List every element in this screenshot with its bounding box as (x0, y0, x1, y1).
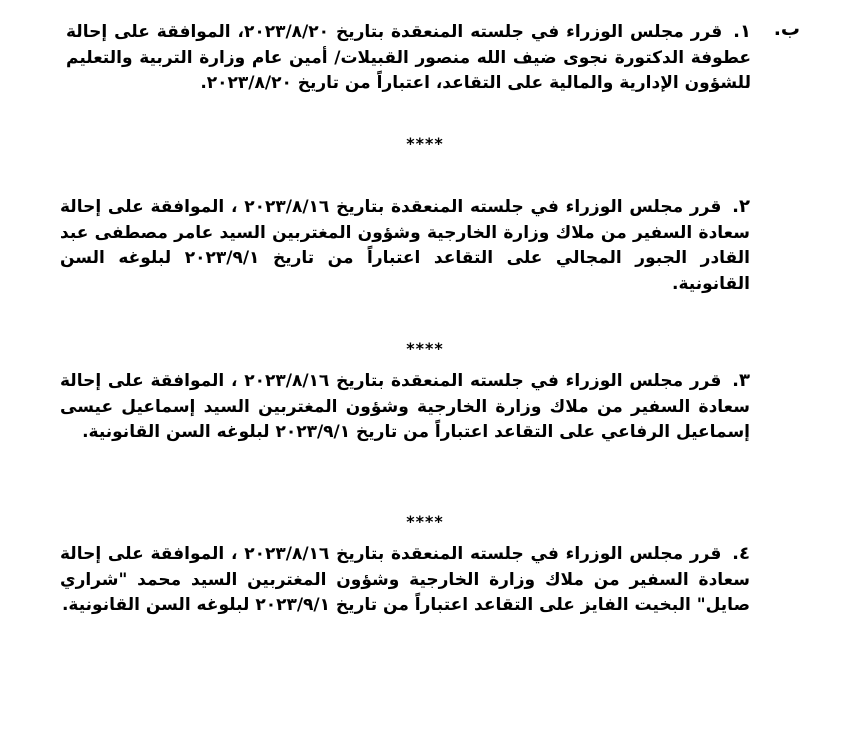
decision-item-3 (60, 368, 750, 446)
section-letter: ب. (773, 18, 800, 40)
decision-item-2 (60, 194, 750, 297)
item-number: ١. (733, 21, 752, 42)
item-text: قرر مجلس الوزراء في جلسته المنعقدة بتاريخ ٢٠٢٣/٨/١٦ ، الموافقة على إحالة سعادة السفير من ملاك وزارة الخارجية وشؤون المغتربين السيد عامر مصطفى عبد القادر الجبور المجالي على التقاعد اعتباراً من تاريخ ٢٠٢٣/٩/١ لبلوغه السن القانونية. (60, 197, 750, 294)
item-text: قرر مجلس الوزراء في جلسته المنعقدة بتاريخ ٢٠٢٣/٨/١٦ ، الموافقة على إحالة سعادة السفير من ملاك وزارة الخارجية وشؤون المغتربين السيد محمد "شراري صايل" البخيت الفايز على التقاعد اعتباراً من تاريخ ٢٠٢٣/٩/١ لبلوغه السن القانونية. (60, 544, 750, 615)
item-number: ٢. (732, 196, 751, 217)
item-text: قرر مجلس الوزراء في جلسته المنعقدة بتاريخ ٢٠٢٣/٨/٢٠، الموافقة على إحالة عطوفة الدكتورة نجوى ضيف الله منصور القبيلات/ أمين عام وزارة التربية والتعليم للشؤون الإدارية والمالية على التقاعد، اعتباراً من تاريخ ٢٠٢٣/٨/٢٠. (66, 22, 751, 93)
item-number: ٤. (732, 543, 751, 564)
separator: **** (406, 134, 444, 153)
decision-item-4 (60, 541, 750, 619)
separator: **** (406, 339, 444, 358)
item-number: ٣. (732, 370, 751, 391)
item-text: قرر مجلس الوزراء في جلسته المنعقدة بتاريخ ٢٠٢٣/٨/١٦ ، الموافقة على إحالة سعادة السفير من ملاك وزارة الخارجية وشؤون المغتربين السيد إسماعيل عيسى إسماعيل الرفاعي على التقاعد اعتباراً من تاريخ ٢٠٢٣/٩/١ لبلوغه السن القانونية. (60, 371, 750, 442)
decision-item-1 (66, 19, 751, 97)
separator: **** (406, 512, 444, 531)
